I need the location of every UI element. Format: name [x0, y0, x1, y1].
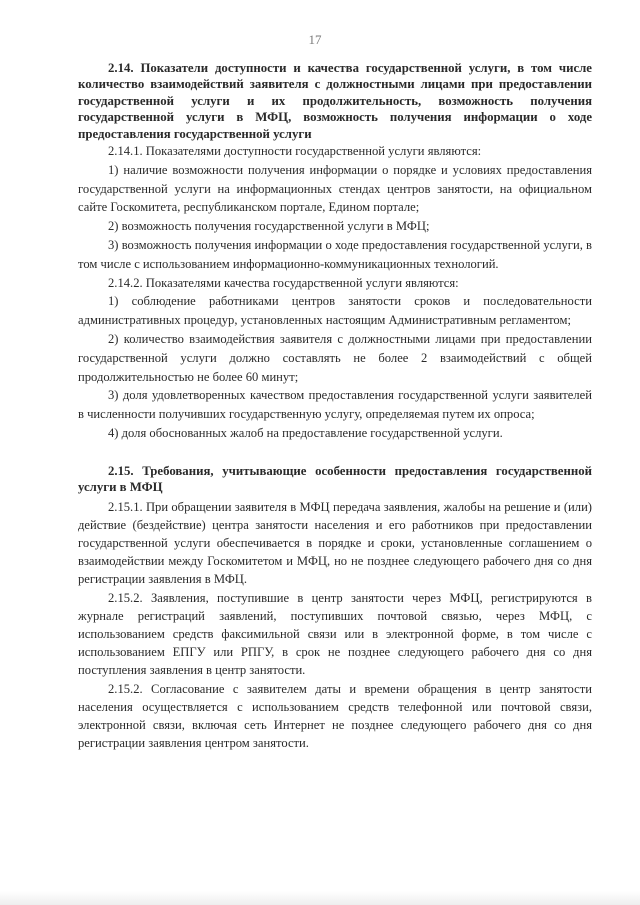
paragraph-2-15-1: 2.15.1. При обращении заявителя в МФЦ передача заявления, жалобы на решение и (или) действие (бездействие) центра занятости населения и его работников при предоставлении государственной услуги обеспечивается в порядке и сроки, установленные соглашением о взаимодействии между Госкомитетом и МФЦ, но не позднее следующего рабочего дня со дня регистрации заявления в МФЦ. — [78, 499, 592, 587]
paragraph-2-14-2-item-2: 2) количество взаимодействия заявителя с должностными лицами при предоставлении государственной услуги должно составлять не более 2 взаимодействий с общей продолжительностью не более 60 минут; — [78, 332, 592, 384]
paragraph-2-14-1-item-1: 1) наличие возможности получения информации о порядке и условиях предоставления государственной услуги на информационных стендах центров занятости, на официальном сайте Госкомитета, республиканском портале, Едином портале; — [78, 162, 592, 215]
section-heading-2-15: 2.15. Требования, учитывающие особенности предоставления государственной услуги в МФЦ — [78, 463, 592, 495]
paragraph-2-14-1-item-2: 2) возможность получения государственной услуги в МФЦ; — [108, 219, 430, 234]
section-heading-2-14: 2.14. Показатели доступности и качества государственной услуги, в том числе количество взаимодействий заявителя с должностными лицами при предоставлении государственной услуги и их продолжительность, возможность получения государственной услуги в МФЦ, возможность получения информации о ходе предоставления государственной услуги — [78, 61, 592, 141]
paragraph-2-15-2-second: 2.15.2. Согласование с заявителем даты и времени обращения в центр занятости населения осуществляется с использованием средств телефонной или почтовой связи, электронной связи, включая сеть Интернет не позднее следующего рабочего дня со дня регистрации заявления центром занятости. — [78, 681, 592, 751]
paragraph-2-14-2-item-1: 1) соблюдение работниками центров занятости сроков и последовательности административных процедур, установленных настоящим Административным регламентом; — [78, 294, 592, 328]
paragraph-2-15-2: 2.15.2. Заявления, поступившие в центр занятости через МФЦ, регистрируются в журнале регистраций заявлений, поступивших почтовой связью, через МФЦ, с использованием средств факсимильной связи или в электронной форме, в том числе с использованием ЕПГУ или РПГУ, в срок не позднее следующего рабочего дня со дня поступления заявления в центр занятости. — [78, 590, 592, 678]
paragraph-2-14-2: 2.14.2. Показателями качества государственной услуги являются: — [108, 275, 459, 290]
paragraph-2-14-2-item-3: 3) доля удовлетворенных качеством предоставления государственной услуги заявителей в численности получивших государственную услугу, определяемая путем их опроса; — [78, 388, 592, 422]
paragraph-2-14-2-item-4: 4) доля обоснованных жалоб на предоставление государственной услуги. — [108, 425, 503, 440]
scan-bottom-edge — [0, 891, 640, 905]
section-spacer — [78, 443, 592, 463]
page-number: 17 — [308, 32, 322, 47]
paragraph-2-14-1: 2.14.1. Показателями доступности государственной услуги являются: — [108, 144, 482, 159]
paragraph-2-14-1-item-3: 3) возможность получения информации о ходе предоставления государственной услуги, в том числе с использованием информационно-коммуникационных технологий. — [78, 238, 592, 271]
